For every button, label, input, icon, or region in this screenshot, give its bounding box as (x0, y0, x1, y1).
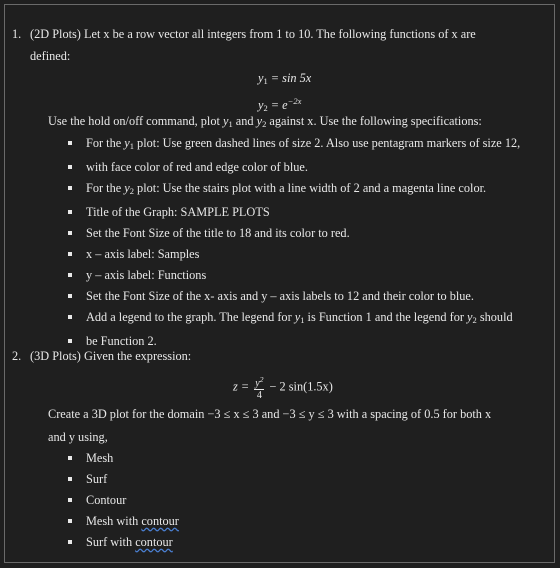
problem-2-number: 2. (12, 349, 22, 363)
list-item: Contour (66, 490, 526, 511)
list-item: Surf (66, 469, 526, 490)
problem-2-description-line1: Create a 3D plot for the domain −3 ≤ x ≤ 3 and −3 ≤ y ≤ 3 with a spacing of 0.5 for both x (48, 407, 492, 421)
list-item: Mesh (66, 448, 526, 469)
list-item: For the $y_1$ plot: Use green dashed lines of size 2. Also use pentagram markers of size 12, (66, 133, 526, 157)
spellcheck-underline: contour (141, 514, 179, 528)
problem-1-intro-line1: (2D Plots) Let x be a row vector all integers from 1 to 10. The following functions of x are (30, 27, 476, 41)
list-item: Set the Font Size of the title to 18 and its color to red. (66, 223, 526, 244)
list-item-continuation: with face color of red and edge color of blue. (66, 157, 526, 178)
list-item: Surf with contour (66, 532, 526, 553)
problem-1-spec-list (66, 133, 526, 352)
list-item: x – axis label: Samples (66, 244, 526, 265)
equation-y2: $y_2 = e^{-2x}$ (258, 96, 302, 113)
problem-1-number: 1. (12, 27, 22, 41)
problem-1-intro-line2: defined: (30, 49, 71, 63)
problem-2-plot-list (66, 448, 526, 553)
equation-y1: $y_1 = \sin 5x$ (258, 71, 312, 86)
list-item: For the $y_2$ plot: Use the stairs plot with a line width of 2 and a magenta line color. (66, 178, 526, 202)
list-item: Set the Font Size of the x- axis and y – axis labels to 12 and their color to blue. (66, 286, 526, 307)
list-item: Title of the Graph: SAMPLE PLOTS (66, 202, 526, 223)
list-item: Add a legend to the graph. The legend for $y_1$ is Function 1 and the legend for $y_2$ should (66, 307, 526, 331)
fraction: $\frac{y^2}{4}$ (255, 375, 264, 401)
spellcheck-underline: contour (135, 535, 173, 549)
equation-z: z = $\frac{y^2}{4}$ − 2 sin(1.5x) (233, 375, 333, 401)
problem-2-description-line2: and y using, (48, 430, 108, 444)
problem-1-instruction: Use the hold on/off command, plot $y_1$ and $y_2$ against x. Use the following specifications: (48, 114, 482, 129)
list-item: y – axis label: Functions (66, 265, 526, 286)
problem-2-intro: (3D Plots) Given the expression: (30, 349, 192, 363)
list-item: Mesh with contour (66, 511, 526, 532)
list-item-continuation: be Function 2. (66, 331, 526, 352)
